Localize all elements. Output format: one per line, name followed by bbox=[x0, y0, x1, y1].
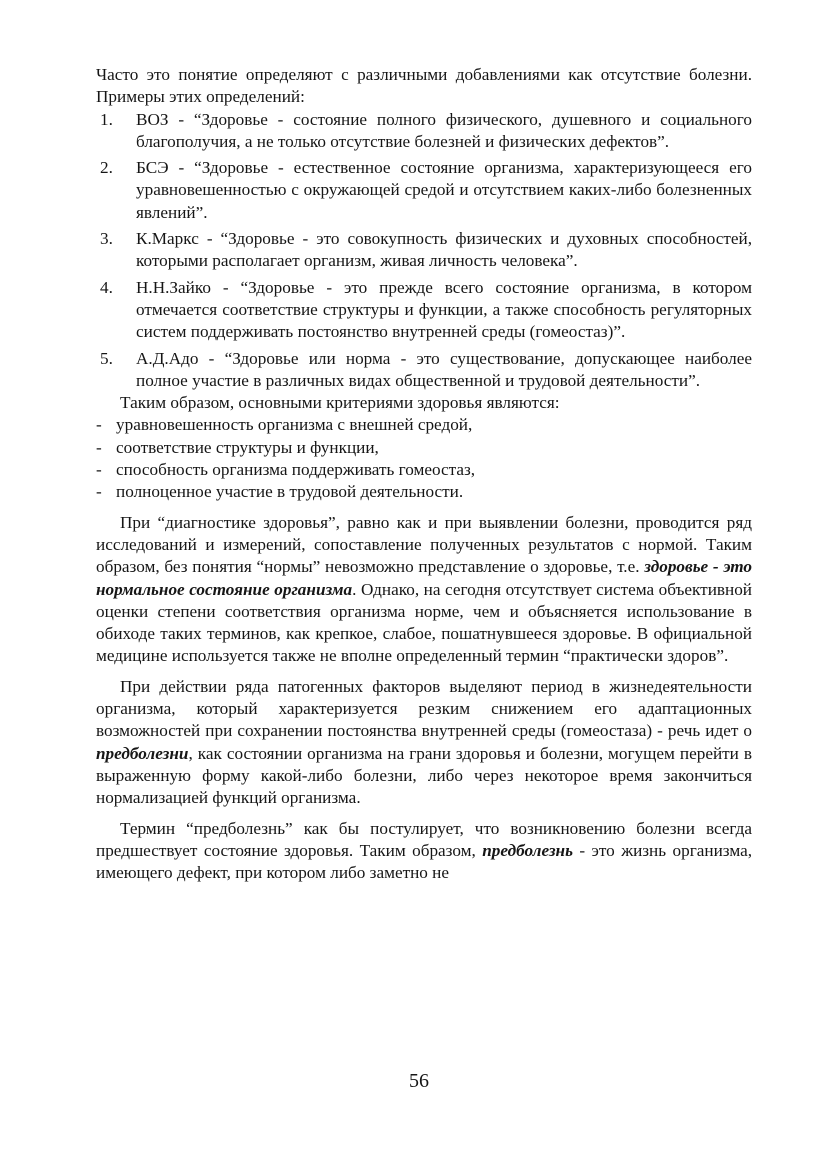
criteria-text: полноценное участие в трудовой деятельности. bbox=[116, 482, 464, 502]
page-text-column bbox=[96, 64, 752, 884]
diagnostics-paragraph bbox=[96, 512, 752, 668]
criteria-text: способность организма поддерживать гомеостаз, bbox=[116, 460, 476, 480]
definition-item bbox=[96, 157, 752, 224]
diagnostics-text-start: При “диагностике здоровья”, равно как и при выявлении болезни, проводится ряд исследований и измерений, сопоставление полученных результатов с нормой. Таким образом, без понятия “нормы” невозможно представление о здоровье, т.е. bbox=[96, 512, 752, 577]
intro-paragraph: Часто это понятие определяют с различными добавлениями как отсутствие болезни. Примеры этих определений: bbox=[96, 65, 752, 107]
predisease-paragraph bbox=[96, 676, 752, 810]
definition-text: БСЭ - “Здоровье - естественное состояние организма, характеризующееся его уравновешенностью с окружающей средой и отсутствием каких-либо болезненных явлений”. bbox=[136, 158, 752, 222]
list-number: 1. bbox=[100, 109, 113, 129]
list-number: 2. bbox=[100, 158, 113, 178]
diagnostics-text-end: . Однако, на сегодня отсутствует система объективной оценки степени соответствия организма норме, чем и объясняется использование в обиходе таких терминов, как крепкое, слабое, пошатнувшееся здоровье. В официальной медицине используется также не вполне определенный термин “практически здоров”. bbox=[96, 579, 752, 666]
definition-text: Н.Н.Зайко - “Здоровье - это прежде всего состояние организма, в котором отмечается соответствие структуры и функции, а также способность регуляторных систем поддерживать постоянство внутренней среды (гомеостаз)”. bbox=[136, 277, 752, 342]
list-dash: - bbox=[96, 482, 102, 502]
page-number: 56 bbox=[409, 1070, 429, 1092]
term-paragraph bbox=[96, 818, 752, 885]
health-definition-emphasis: здоровье - это нормальное состояние организма bbox=[96, 557, 752, 599]
predisease-text-start: При действии ряда патогенных факторов выделяют период в жизнедеятельности организма, который характеризуется резким снижением его адаптационных возможностей при сохранении постоянства внутренней среды (гомеостаза) - речь идет о bbox=[96, 676, 752, 741]
definition-text: А.Д.Адо - “Здоровье или норма - это существование, допускающее наиболее полное участие в различных видах общественной и трудовой деятельности”. bbox=[136, 348, 752, 390]
list-dash: - bbox=[96, 460, 102, 480]
definition-item bbox=[96, 109, 752, 154]
criteria-item bbox=[96, 459, 752, 481]
definitions-list bbox=[96, 109, 752, 393]
predisease-text-end: , как состоянии организма на грани здоровья и болезни, могущем перейти в выраженную форму какой-либо болезни, либо через некоторое время закончиться нормализацией функций организма. bbox=[96, 743, 752, 808]
list-dash: - bbox=[96, 437, 102, 457]
definition-item bbox=[96, 277, 752, 344]
predisease-emphasis: предболезни bbox=[96, 743, 189, 763]
criteria-list bbox=[96, 414, 752, 503]
list-number: 5. bbox=[100, 348, 113, 368]
definition-item bbox=[96, 348, 752, 393]
list-dash: - bbox=[96, 415, 102, 435]
criteria-item bbox=[96, 481, 752, 503]
term-text-end: - это жизнь организма, имеющего дефект, при котором либо заметно не bbox=[96, 840, 752, 883]
definition-text: К.Маркс - “Здоровье - это совокупность физических и духовных способностей, которыми располагает организм, живая личность человека”. bbox=[136, 229, 752, 271]
criteria-text: соответствие структуры и функции, bbox=[116, 437, 379, 457]
list-number: 4. bbox=[100, 277, 113, 297]
definition-text: ВОЗ - “Здоровье - состояние полного физического, душевного и социального благополучия, а не только отсутствие болезней и физических дефектов”. bbox=[136, 109, 752, 151]
criteria-intro: Таким образом, основными критериями здоровья являются: bbox=[120, 393, 560, 413]
criteria-item bbox=[96, 437, 752, 459]
criteria-text: уравновешенность организма с внешней средой, bbox=[116, 415, 473, 435]
definition-item bbox=[96, 228, 752, 273]
criteria-item bbox=[96, 414, 752, 436]
term-text-start: Термин “предболезнь” как бы постулирует, что возникновению болезни всегда предшествует состояние здоровья. Таким образом, bbox=[96, 818, 752, 860]
list-number: 3. bbox=[100, 229, 113, 249]
term-emphasis: предболезнь bbox=[482, 840, 573, 860]
